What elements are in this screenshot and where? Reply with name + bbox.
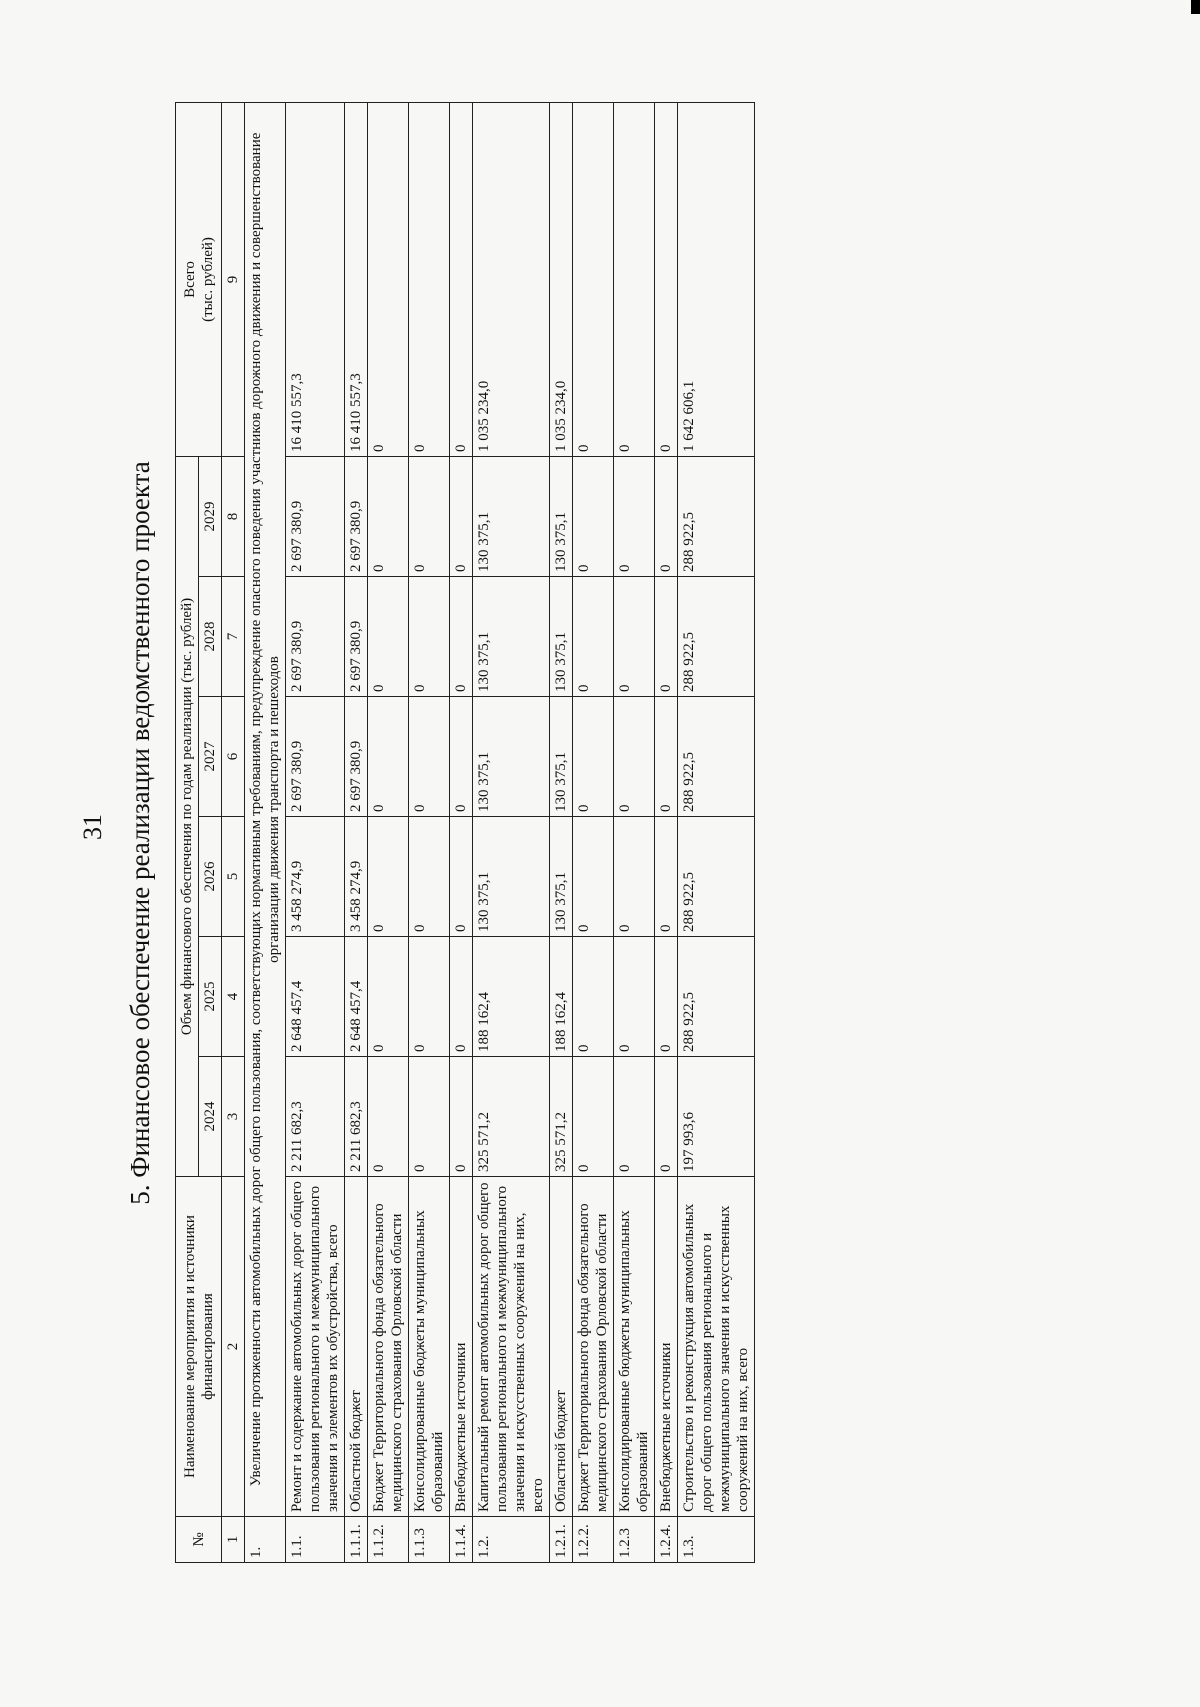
row-value: 2 697 380,9 (286, 697, 345, 817)
row-num: 1.1.4. (450, 1517, 473, 1563)
header-year: 2024 (199, 1057, 222, 1177)
row-value: 130 375,1 (550, 817, 573, 937)
row-num: 1.3. (678, 1517, 755, 1563)
financing-table (175, 102, 755, 1563)
row-value: 130 375,1 (473, 817, 550, 937)
row-value: 288 922,5 (678, 577, 755, 697)
row-value: 0 (450, 937, 473, 1057)
row-value: 0 (614, 577, 655, 697)
row-value: 0 (409, 937, 450, 1057)
row-value: 188 162,4 (473, 937, 550, 1057)
row-value: 3 458 274,9 (345, 817, 368, 937)
row-value: 0 (409, 697, 450, 817)
row-value: 0 (614, 817, 655, 937)
row-value: 0 (450, 1057, 473, 1177)
row-value: 0 (573, 1057, 614, 1177)
goal-text: Увеличение протяженности автомобильных дорог общего пользования, соответствующих нормативным требованиям, предупреждение опасного поведения участников дорожного движения и совершенствование организации движения транспорта и пешеходов (245, 103, 286, 1517)
header-volume: Объем финансового обеспечения по годам реализации (тыс. рублей) (176, 457, 199, 1177)
page-corner-mark (1191, 0, 1200, 14)
table-row (286, 103, 345, 1563)
header-year: 2027 (199, 697, 222, 817)
col-number: 7 (222, 577, 245, 697)
row-total: 0 (573, 103, 614, 457)
col-number: 6 (222, 697, 245, 817)
row-value: 2 697 380,9 (345, 697, 368, 817)
row-num: 1.1.3 (409, 1517, 450, 1563)
row-value: 0 (573, 577, 614, 697)
header-name: Наименование мероприятия и источники финансирования (176, 1177, 222, 1517)
row-value: 0 (409, 817, 450, 937)
row-value: 288 922,5 (678, 457, 755, 577)
header-year: 2026 (199, 817, 222, 937)
row-value: 325 571,2 (473, 1057, 550, 1177)
row-total: 0 (614, 103, 655, 457)
row-value: 0 (614, 457, 655, 577)
table-row (655, 103, 678, 1563)
row-value: 0 (655, 1057, 678, 1177)
row-value: 288 922,5 (678, 817, 755, 937)
row-value: 0 (409, 457, 450, 577)
col-number: 1 (222, 1517, 245, 1563)
row-value: 130 375,1 (550, 577, 573, 697)
row-value: 0 (655, 937, 678, 1057)
row-value: 325 571,2 (550, 1057, 573, 1177)
row-name: Областной бюджет (345, 1177, 368, 1517)
goal-row (245, 103, 286, 1563)
row-value: 130 375,1 (473, 577, 550, 697)
row-total: 1 642 606,1 (678, 103, 755, 457)
row-value: 0 (655, 457, 678, 577)
table-row (473, 103, 550, 1563)
document-title: 5. Финансовое обеспечение реализации ведомственного проекта (125, 461, 155, 1205)
row-value: 0 (573, 817, 614, 937)
col-number: 9 (222, 103, 245, 457)
row-value: 0 (368, 697, 409, 817)
row-value: 2 211 682,3 (345, 1057, 368, 1177)
row-value: 0 (614, 1057, 655, 1177)
row-value: 2 697 380,9 (345, 577, 368, 697)
row-num: 1.2.3 (614, 1517, 655, 1563)
header-row-1 (176, 103, 199, 1563)
table-row (678, 103, 755, 1563)
row-value: 0 (614, 937, 655, 1057)
row-value: 0 (655, 697, 678, 817)
row-name: Капитальный ремонт автомобильных дорог общего пользования регионального и межмуниципального значения и искусственных сооружений на них, всего (473, 1177, 550, 1517)
row-name: Ремонт и содержание автомобильных дорог общего пользования регионального и межмуниципального значения и элементов их обустройства, всего (286, 1177, 345, 1517)
col-number: 8 (222, 457, 245, 577)
column-numbers-row (222, 103, 245, 1563)
row-value: 0 (450, 457, 473, 577)
row-name: Бюджет Территориального фонда обязательного медицинского страхования Орловской области (573, 1177, 614, 1517)
table-row (368, 103, 409, 1563)
header-year: 2025 (199, 937, 222, 1057)
row-num: 1.2.1. (550, 1517, 573, 1563)
row-name: Консолидированные бюджеты муниципальных образований (614, 1177, 655, 1517)
row-value: 2 648 457,4 (286, 937, 345, 1057)
row-value: 188 162,4 (550, 937, 573, 1057)
table-row (345, 103, 368, 1563)
row-num: 1.2. (473, 1517, 550, 1563)
row-value: 130 375,1 (473, 457, 550, 577)
row-total: 0 (655, 103, 678, 457)
header-year: 2028 (199, 577, 222, 697)
row-num: 1.1.1. (345, 1517, 368, 1563)
row-value: 0 (655, 817, 678, 937)
row-num: 1.1. (286, 1517, 345, 1563)
row-value: 0 (573, 937, 614, 1057)
row-value: 130 375,1 (550, 457, 573, 577)
table-row (550, 103, 573, 1563)
table-row (573, 103, 614, 1563)
row-name: Бюджет Территориального фонда обязательного медицинского страхования Орловской области (368, 1177, 409, 1517)
row-total: 16 410 557,3 (345, 103, 368, 457)
row-value: 2 697 380,9 (286, 457, 345, 577)
row-value: 0 (655, 577, 678, 697)
row-value: 288 922,5 (678, 937, 755, 1057)
row-value: 2 648 457,4 (345, 937, 368, 1057)
col-number: 5 (222, 817, 245, 937)
row-value: 0 (450, 697, 473, 817)
row-total: 16 410 557,3 (286, 103, 345, 457)
row-value: 0 (368, 577, 409, 697)
row-total: 0 (450, 103, 473, 457)
rotated-content (123, 103, 1083, 1563)
row-num: 1.2.4. (655, 1517, 678, 1563)
row-name: Внебюджетные источники (655, 1177, 678, 1517)
row-value: 2 697 380,9 (345, 457, 368, 577)
row-value: 0 (368, 937, 409, 1057)
row-name: Консолидированные бюджеты муниципальных образований (409, 1177, 450, 1517)
row-value: 3 458 274,9 (286, 817, 345, 937)
col-number: 2 (222, 1177, 245, 1517)
row-name: Строительство и реконструкция автомобильных дорог общего пользования регионального и межмуниципального значения и искусственных сооружений на них, всего (678, 1177, 755, 1517)
row-value: 0 (409, 1057, 450, 1177)
row-total: 1 035 234,0 (473, 103, 550, 457)
row-total: 1 035 234,0 (550, 103, 573, 457)
row-value: 2 697 380,9 (286, 577, 345, 697)
row-value: 130 375,1 (550, 697, 573, 817)
goal-num: 1. (245, 1517, 286, 1563)
table-row (450, 103, 473, 1563)
header-num: № (176, 1517, 222, 1563)
row-name: Внебюджетные источники (450, 1177, 473, 1517)
row-name: Областной бюджет (550, 1177, 573, 1517)
row-value: 0 (368, 817, 409, 937)
col-number: 4 (222, 937, 245, 1057)
row-num: 1.2.2. (573, 1517, 614, 1563)
header-total: Всего (тыс. рублей) (176, 103, 222, 457)
row-value: 0 (450, 817, 473, 937)
row-num: 1.1.2. (368, 1517, 409, 1563)
table-row (614, 103, 655, 1563)
row-value: 0 (573, 697, 614, 817)
row-total: 0 (368, 103, 409, 457)
col-number: 3 (222, 1057, 245, 1177)
row-value: 288 922,5 (678, 697, 755, 817)
header-year: 2029 (199, 457, 222, 577)
row-value: 0 (573, 457, 614, 577)
table-row (409, 103, 450, 1563)
row-value: 0 (368, 457, 409, 577)
page-number: 31 (78, 814, 107, 840)
row-total: 0 (409, 103, 450, 457)
row-value: 0 (368, 1057, 409, 1177)
row-value: 0 (409, 577, 450, 697)
row-value: 0 (450, 577, 473, 697)
row-value: 197 993,6 (678, 1057, 755, 1177)
row-value: 130 375,1 (473, 697, 550, 817)
row-value: 0 (614, 697, 655, 817)
row-value: 2 211 682,3 (286, 1057, 345, 1177)
